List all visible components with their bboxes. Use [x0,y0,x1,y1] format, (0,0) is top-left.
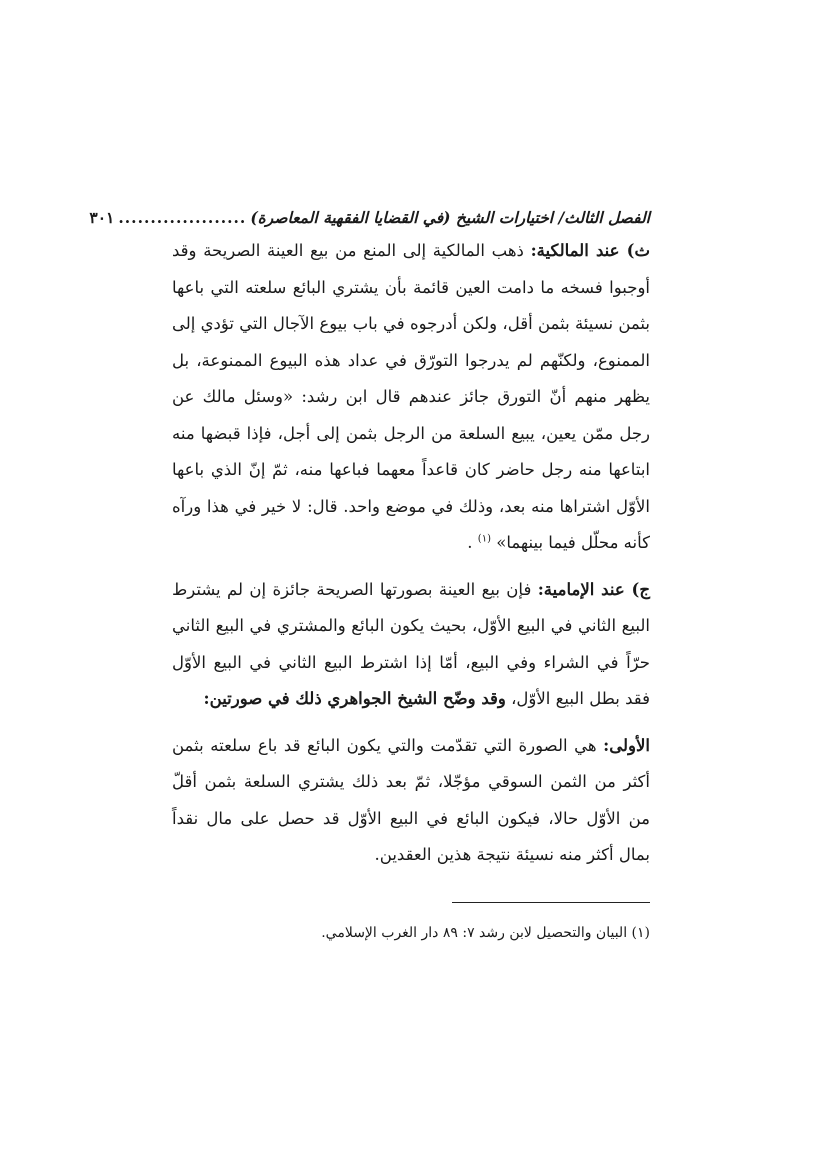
leader-dots: .................... [118,208,247,227]
chapter-title: الفصل الثالث/ اختيارات الشيخ (في القضايا الفقهية المعاصرة) [250,208,650,227]
paragraph-imamiyya [172,572,650,718]
text-first-form: هي الصورة التي تقدّمت والتي يكون البائع قد باع سلعته بثمن أكثر من الثمن السوقي مؤجّلا، ثمّ بعد ذلك يشتري السلعة بثمن أقلّ من الأوّل حالا، فيكون البائع في البيع الأوّل قد حصل على مال نقداً بمال أكثر منه نسيئة نتيجة هذين العقدين. [172,735,650,864]
footnote-reference[interactable]: (١) [477,533,491,545]
paragraph-first-form [172,728,650,874]
paragraph-malikiyya [172,233,650,562]
text-malikiyya-end: . [467,533,478,552]
label-imamiyya: ج) عند الإمامية: [537,579,650,599]
footnote-separator [452,902,650,903]
page-number: ٣٠١ [89,208,115,227]
book-page [89,208,650,945]
running-header [89,208,650,233]
footnote: (١) البيان والتحصيل لابن رشد ٧: ٨٩ دار الغرب الإسلامي. [321,924,650,941]
label-malikiyya: ث) عند المالكية: [530,241,650,260]
text-malikiyya: ذهب المالكية إلى المنع من بيع العينة الصريحة وقد أوجبوا فسخه ما دامت العين قائمة بأن يشتري البائع سلعته التي باعها بثمن نسيئة بثمن أقل، ولكن أدرجوه في باب بيوع الآجال التي تؤدي إلى الممنوع، ولكنّهم لم يدرجوا التورّق في عداد هذه البيوع الممنوعة، بل يظهر منهم أنّ التورق جائز عندهم قال ابن رشد: «وسئل مالك عن رجل ممّن يعين، يبيع السلعة من الرجل بثمن إلى أجل، فإذا قبضها منه ابتاعها منه رجل حاضر كان قاعداً معهما فباعها منه، ثمّ إنّ الذي باعها الأوّل اشتراها منه بعد، وذلك في موضع واحد. قال: لا خير في هذا ورآه كأنه محلّل فيما بينهما» [172,241,650,552]
label-first-form: الأولى: [603,735,650,755]
text-imamiyya-bold: وقد وضّح الشيخ الجواهري ذلك في صورتين: [203,689,506,708]
text-imamiyya: فإن بيع العينة بصورتها الصريحة جائزة إن لم يشترط البيع الثاني في البيع الأوّل، بحيث يكون البائع والمشتري في البيع الثاني حرّاً في الشراء وفي البيع، أمّا إذا اشترط البيع الثاني في البيع الأوّل فقد بطل البيع الأوّل، [172,579,650,708]
